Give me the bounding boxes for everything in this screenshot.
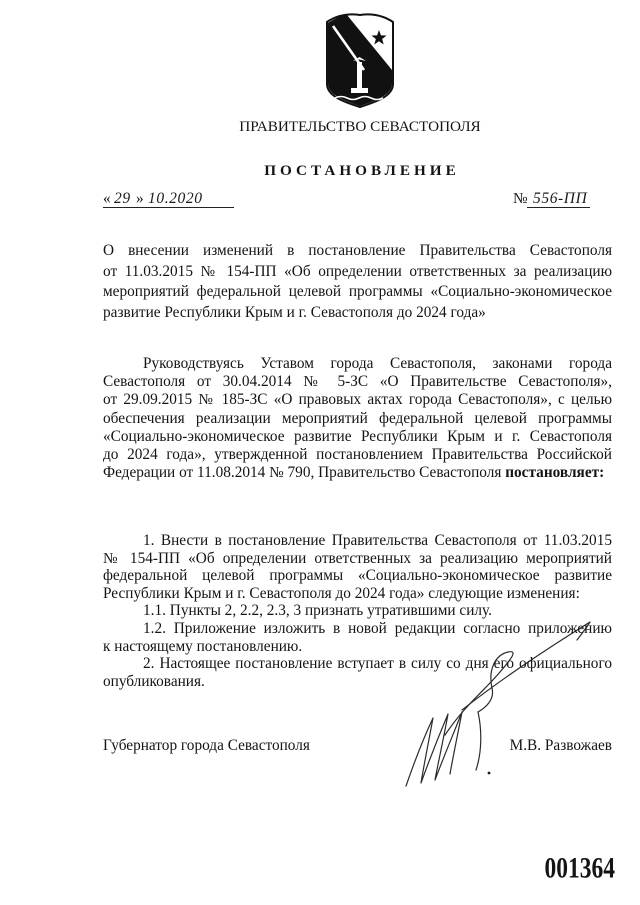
date-day: 29 [114,190,131,207]
title-line: развитие Республики Крым и г. Севастополя до 2024 года» [103,303,486,321]
clauses-block [103,532,612,690]
issuing-authority: ПРАВИТЕЛЬСТВО СЕВАСТОПОЛЯ [239,118,481,135]
title-line: мероприятий федеральной целевой программы «Социально-экономическое [103,283,612,300]
preamble-line: до 2024 года», утвержденной постановлением Правительства Российской [103,446,612,464]
signatory-position: Губернатор города Севастополя [103,737,310,754]
title-line: от 11.03.2015 № 154-ПП «Об определении ответственных за реализацию [103,262,612,280]
date-month-year: 10.2020 [148,190,203,207]
preamble-final-text: Федерации от 11.08.2014 № 790, Правительство Севастополя [103,464,502,482]
number-underline [527,207,590,208]
preamble-paragraph [103,355,612,482]
preamble-final-line [103,464,612,482]
signatory-name: М.В. Развожаев [509,737,612,754]
document-number: 556-ПП [533,190,588,207]
preamble-line: от 29.09.2015 № 185-ЗС «О правовых актах города Севастополя», с целью [103,391,612,409]
date-underline [103,207,234,208]
clause-line: 2. Настоящее постановление вступает в силу со дня его официального [143,655,612,673]
monument-column [357,62,362,89]
monument-base [351,88,368,93]
number-sign: № [513,190,528,207]
clause-1 [103,532,612,602]
clause-line: Республики Крым и г. Севастополя до 2024 года» следующие изменения: [103,584,580,602]
clause-line: 1.1. Пункты 2, 2.2, 2.3, 3 признать утратившими силу. [143,602,492,620]
signature-dot [488,772,491,775]
date-close-quote: » [136,190,144,207]
signature-stroke [406,712,462,786]
coat-of-arms-icon [322,12,398,108]
clause-line: 1. Внести в постановление Правительства Севастополя от 11.03.2015 [143,532,612,549]
clause-1-2 [103,620,612,655]
preamble-line: обеспечения реализации мероприятий федеральной целевой программы [103,409,612,427]
clause-line: 1.2. Приложение изложить в новой редакции согласно приложению [143,619,612,637]
clause-line: опубликования. [103,672,205,690]
preamble-line: «Социально-экономическое развитие Республики Крым и г. Севастополя [103,427,612,445]
preamble-line: Севастополя от 30.04.2014 № 5-ЗС «О Правительстве Севастополя», [103,373,612,391]
date-open-quote: « [103,190,111,207]
title-line: О внесении изменений в постановление Правительства Севастополя [103,242,612,259]
document-title [103,241,612,323]
preamble-line: Руководствуясь Уставом города Севастополя, законами города [143,355,612,372]
document-type: ПОСТАНОВЛЕНИЕ [264,162,460,179]
clause-line: федеральной целевой программы «Социально-экономическое развитие [103,567,612,585]
clause-line: к настоящему постановлению. [103,637,303,655]
operative-word: постановляет: [505,464,605,482]
clause-1-1 [103,602,612,620]
clause-line: № 154-ПП «Об определении ответственных за реализацию мероприятий [103,549,612,567]
clause-2 [103,655,612,690]
signature-stroke [476,712,481,770]
registration-number: 001364 [544,852,615,885]
